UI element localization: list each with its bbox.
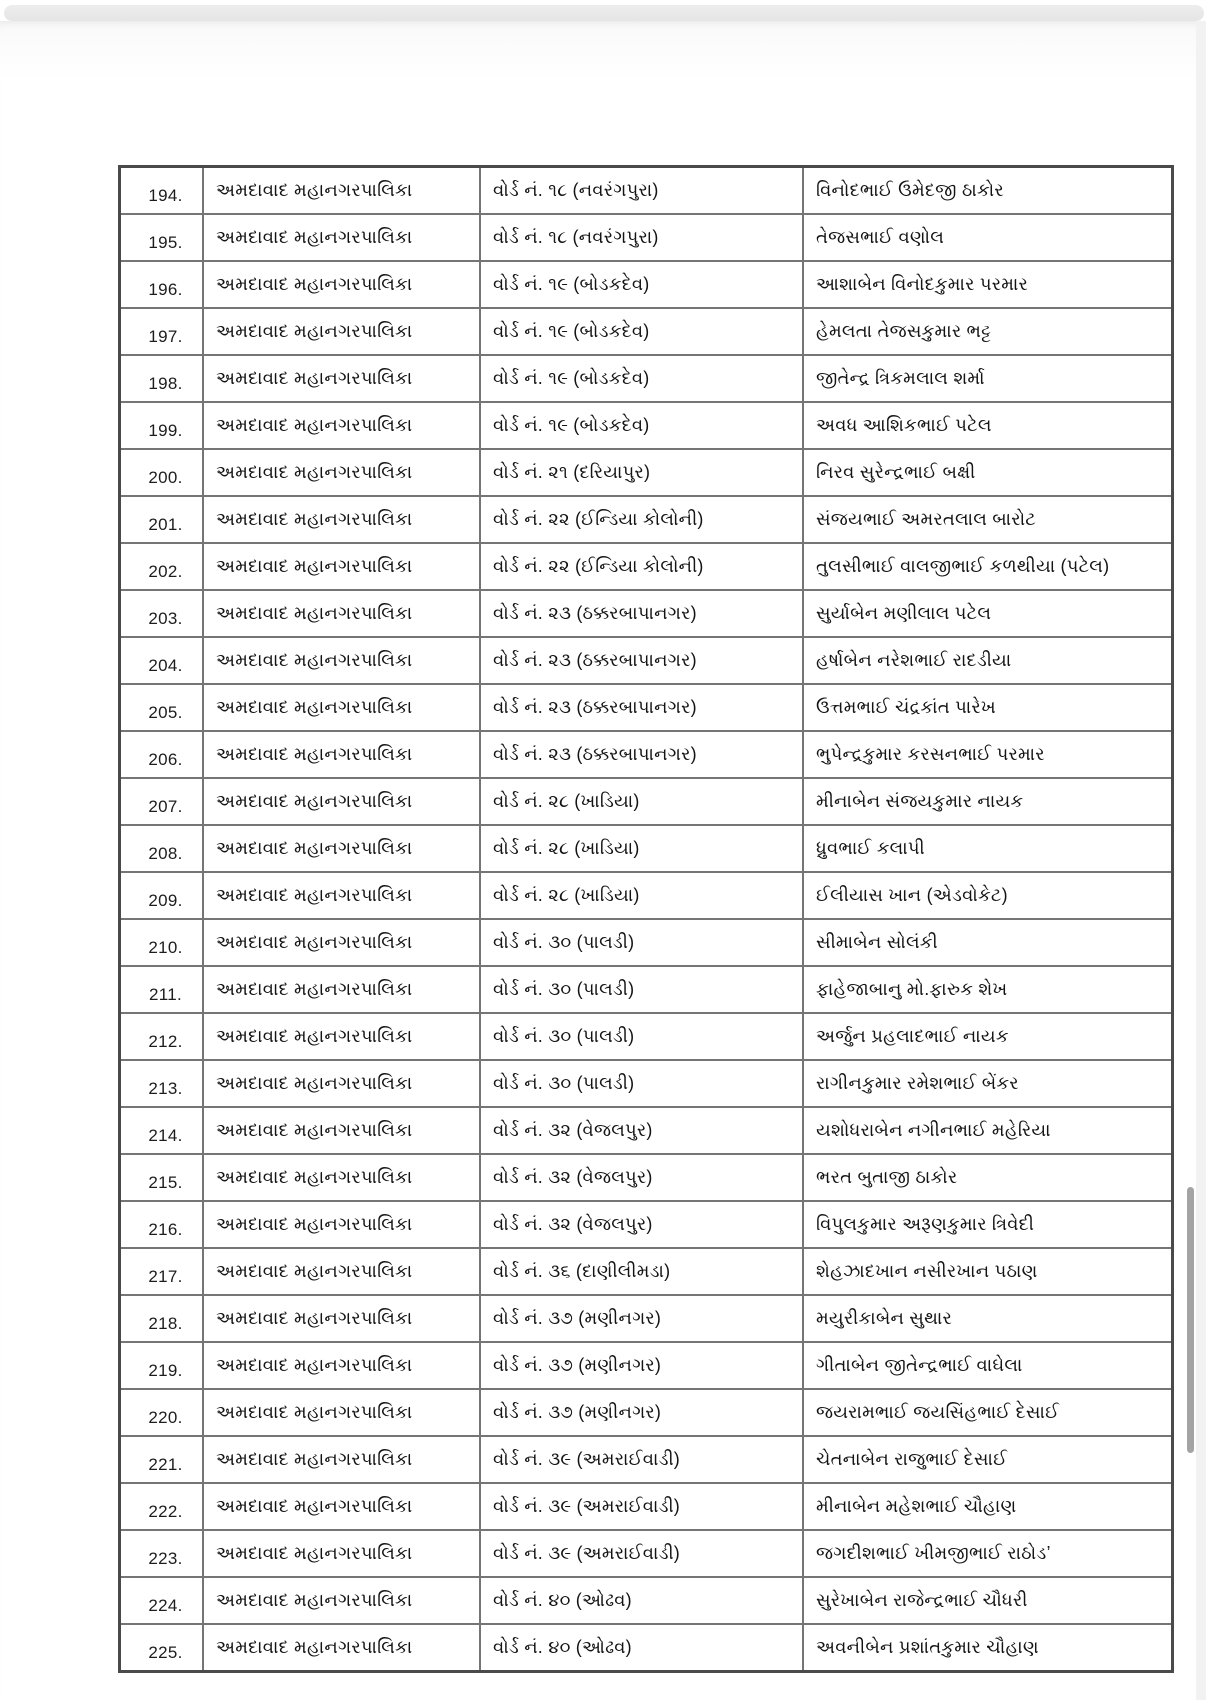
table-row: [120, 1154, 1173, 1201]
serial-number: 194.: [148, 185, 183, 205]
candidate-name-cell: ભુપેન્દ્રકુમાર કરસનભાઈ પરમાર: [803, 731, 1173, 778]
candidate-name-cell: શેહઝાદખાન નસીરખાન પઠાણ: [803, 1248, 1173, 1295]
ward-cell: વોર્ડ નં. ૩૬ (દાણીલીમડા): [480, 1248, 803, 1295]
serial-number: 196.: [148, 279, 183, 299]
ward-cell: વોર્ડ નં. ૩૦ (પાલડી): [480, 966, 803, 1013]
serial-number: 221.: [148, 1454, 183, 1474]
candidate-name-cell: તુલસીભાઈ વાલજીભાઈ કળથીયા (પટેલ): [803, 543, 1173, 590]
serial-cell: [120, 1295, 204, 1342]
ward-cell: વોર્ડ નં. ૧૯ (બોડકદેવ): [480, 308, 803, 355]
table-row: [120, 1060, 1173, 1107]
ward-cell: વોર્ડ નં. ૪૦ (ઓઢવ): [480, 1577, 803, 1624]
table-row: [120, 1013, 1173, 1060]
candidate-name-cell: અવનીબેન પ્રશાંતકુમાર ચૌહાણ: [803, 1624, 1173, 1672]
serial-cell: [120, 449, 204, 496]
ward-cell: વોર્ડ નં. ૨૩ (ઠક્કરબાપાનગર): [480, 590, 803, 637]
table-row: [120, 496, 1173, 543]
organization-cell: અમદાવાદ મહાનગરપાલિકા: [203, 1530, 480, 1577]
ward-cell: વોર્ડ નં. ૩૭ (મણીનગર): [480, 1389, 803, 1436]
serial-cell: [120, 1107, 204, 1154]
ward-cell: વોર્ડ નં. ૨૨ (ઈન્ડિયા કોલોની): [480, 496, 803, 543]
scanned-document-page: [0, 21, 1196, 1700]
serial-cell: [120, 778, 204, 825]
table-row: [120, 684, 1173, 731]
serial-number: 225.: [148, 1642, 183, 1662]
ward-cell: વોર્ડ નં. ૩૦ (પાલડી): [480, 919, 803, 966]
serial-number: 212.: [148, 1031, 183, 1051]
serial-cell: [120, 355, 204, 402]
organization-cell: અમદાવાદ મહાનગરપાલિકા: [203, 308, 480, 355]
candidate-name-cell: ઉત્તમભાઈ ચંદ્રકાંત પારેખ: [803, 684, 1173, 731]
candidate-name-cell: સીમાબેન સોલંકી: [803, 919, 1173, 966]
organization-cell: અમદાવાદ મહાનગરપાલિકા: [203, 214, 480, 261]
scrollbar-track[interactable]: [1196, 21, 1206, 1700]
serial-cell: [120, 1389, 204, 1436]
serial-cell: [120, 966, 204, 1013]
serial-cell: [120, 731, 204, 778]
viewer-top-band: [4, 5, 1204, 21]
table-row: [120, 1624, 1173, 1672]
ward-cell: વોર્ડ નં. ૩૨ (વેજલપુર): [480, 1201, 803, 1248]
table-row: [120, 590, 1173, 637]
ward-cell: વોર્ડ નં. ૧૯ (બોડકદેવ): [480, 355, 803, 402]
organization-cell: અમદાવાદ મહાનગરપાલિકા: [203, 1389, 480, 1436]
organization-cell: અમદાવાદ મહાનગરપાલિકા: [203, 1483, 480, 1530]
serial-number: 195.: [148, 232, 183, 252]
organization-cell: અમદાવાદ મહાનગરપાલિકા: [203, 1577, 480, 1624]
table-row: [120, 261, 1173, 308]
candidate-name-cell: ફાહેજાબાનુ મો.ફારુક શેખ: [803, 966, 1173, 1013]
ward-cell: વોર્ડ નં. ૩૯ (અમરાઈવાડી): [480, 1483, 803, 1530]
serial-number: 202.: [148, 561, 183, 581]
organization-cell: અમદાવાદ મહાનગરપાલિકા: [203, 496, 480, 543]
serial-cell: [120, 1201, 204, 1248]
serial-cell: [120, 637, 204, 684]
serial-number: 223.: [148, 1548, 183, 1568]
candidate-name-cell: હેમલતા તેજસકુમાર ભટ્ટ: [803, 308, 1173, 355]
candidate-name-cell: રાગીનકુમાર રમેશભાઈ બેંકર: [803, 1060, 1173, 1107]
serial-number: 210.: [148, 937, 183, 957]
ward-cell: વોર્ડ નં. ૨૨ (ઈન્ડિયા કોલોની): [480, 543, 803, 590]
serial-number: 222.: [148, 1501, 183, 1521]
table-row: [120, 449, 1173, 496]
organization-cell: અમદાવાદ મહાનગરપાલિકા: [203, 167, 480, 215]
candidate-name-cell: યશોધરાબેન નગીનભાઈ મહેરિયા: [803, 1107, 1173, 1154]
candidate-name-cell: મીનાબેન મહેશભાઈ ચૌહાણ: [803, 1483, 1173, 1530]
scrollbar-thumb[interactable]: [1187, 1187, 1194, 1453]
table-row: [120, 1201, 1173, 1248]
ward-cell: વોર્ડ નં. ૨૧ (દરિયાપુર): [480, 449, 803, 496]
table-row: [120, 1248, 1173, 1295]
serial-cell: [120, 1624, 204, 1672]
candidate-name-cell: મયુરીકાબેન સુથાર: [803, 1295, 1173, 1342]
organization-cell: અમદાવાદ મહાનગરપાલિકા: [203, 1248, 480, 1295]
serial-number: 209.: [148, 890, 183, 910]
table-body: [120, 167, 1173, 1672]
table-row: [120, 966, 1173, 1013]
ward-cell: વોર્ડ નં. ૨૮ (ખાડિયા): [480, 825, 803, 872]
serial-number: 215.: [148, 1172, 183, 1192]
table-row: [120, 637, 1173, 684]
candidate-name-cell: ગીતાબેન જીતેન્દ્રભાઈ વાઘેલા: [803, 1342, 1173, 1389]
candidate-name-cell: ચેતનાબેન રાજુભાઈ દેસાઈ: [803, 1436, 1173, 1483]
candidate-name-cell: સુર્યાબેન મણીલાલ પટેલ: [803, 590, 1173, 637]
serial-number: 199.: [148, 420, 183, 440]
candidate-name-cell: વિનોદભાઈ ઉમેદજી ઠાકોર: [803, 167, 1173, 215]
organization-cell: અમદાવાદ મહાનગરપાલિકા: [203, 731, 480, 778]
table-row: [120, 919, 1173, 966]
serial-number: 200.: [148, 467, 183, 487]
candidate-name-cell: ઈલીયાસ ખાન (એડવોકેટ): [803, 872, 1173, 919]
serial-cell: [120, 825, 204, 872]
ward-cell: વોર્ડ નં. ૧૮ (નવરંગપુરા): [480, 167, 803, 215]
organization-cell: અમદાવાદ મહાનગરપાલિકા: [203, 1201, 480, 1248]
serial-number: 220.: [148, 1407, 183, 1427]
candidate-name-cell: આશાબેન વિનોદકુમાર પરમાર: [803, 261, 1173, 308]
table-row: [120, 1342, 1173, 1389]
organization-cell: અમદાવાદ મહાનગરપાલિકા: [203, 1013, 480, 1060]
serial-cell: [120, 167, 204, 215]
serial-number: 213.: [148, 1078, 183, 1098]
candidate-name-cell: વિપુલકુમાર અરૂણકુમાર ત્રિવેદી: [803, 1201, 1173, 1248]
serial-cell: [120, 214, 204, 261]
candidate-name-cell: નિરવ સુરેન્દ્રભાઈ બક્ષી: [803, 449, 1173, 496]
ward-cell: વોર્ડ નં. ૩૯ (અમરાઈવાડી): [480, 1436, 803, 1483]
table-row: [120, 543, 1173, 590]
ward-cell: વોર્ડ નં. ૨૩ (ઠક્કરબાપાનગર): [480, 684, 803, 731]
serial-number: 207.: [148, 796, 183, 816]
candidate-name-cell: સંજયભાઈ અમરતલાલ બારોટ: [803, 496, 1173, 543]
serial-cell: [120, 1577, 204, 1624]
organization-cell: અમદાવાદ મહાનગરપાલિકા: [203, 778, 480, 825]
ward-cell: વોર્ડ નં. ૧૯ (બોડકદેવ): [480, 261, 803, 308]
ward-cell: વોર્ડ નં. ૩૦ (પાલડી): [480, 1060, 803, 1107]
candidate-name-cell: ધ્રુવભાઈ કલાપી: [803, 825, 1173, 872]
table-row: [120, 355, 1173, 402]
organization-cell: અમદાવાદ મહાનગરપાલિકા: [203, 355, 480, 402]
serial-number: 203.: [148, 608, 183, 628]
candidate-name-cell: ભરત બુતાજી ઠાકોર: [803, 1154, 1173, 1201]
organization-cell: અમદાવાદ મહાનગરપાલિકા: [203, 1342, 480, 1389]
table-row: [120, 825, 1173, 872]
table-row: [120, 1389, 1173, 1436]
serial-cell: [120, 590, 204, 637]
table-row: [120, 872, 1173, 919]
serial-cell: [120, 872, 204, 919]
ward-cell: વોર્ડ નં. ૩૦ (પાલડી): [480, 1013, 803, 1060]
serial-number: 218.: [148, 1313, 183, 1333]
table-row: [120, 778, 1173, 825]
serial-number: 216.: [148, 1219, 183, 1239]
serial-number: 205.: [148, 702, 183, 722]
organization-cell: અમદાવાદ મહાનગરપાલિકા: [203, 684, 480, 731]
serial-number: 224.: [148, 1595, 183, 1615]
candidate-name-cell: જયરામભાઈ જયસિંહભાઈ દેસાઈ: [803, 1389, 1173, 1436]
organization-cell: અમદાવાદ મહાનગરપાલિકા: [203, 919, 480, 966]
serial-number: 214.: [148, 1125, 183, 1145]
serial-cell: [120, 919, 204, 966]
organization-cell: અમદાવાદ મહાનગરપાલિકા: [203, 1107, 480, 1154]
serial-cell: [120, 308, 204, 355]
serial-cell: [120, 1013, 204, 1060]
ward-cell: વોર્ડ નં. ૩૨ (વેજલપુર): [480, 1154, 803, 1201]
organization-cell: અમદાવાદ મહાનગરપાલિકા: [203, 402, 480, 449]
serial-cell: [120, 1154, 204, 1201]
organization-cell: અમદાવાદ મહાનગરપાલિકા: [203, 1624, 480, 1672]
organization-cell: અમદાવાદ મહાનગરપાલિકા: [203, 1436, 480, 1483]
serial-cell: [120, 1342, 204, 1389]
serial-cell: [120, 402, 204, 449]
ward-cell: વોર્ડ નં. ૨૩ (ઠક્કરબાપાનગર): [480, 637, 803, 684]
serial-cell: [120, 1248, 204, 1295]
organization-cell: અમદાવાદ મહાનગરપાલિકા: [203, 966, 480, 1013]
candidate-name-cell: અવધ આશિકભાઈ પટેલ: [803, 402, 1173, 449]
ward-cell: વોર્ડ નં. ૧૯ (બોડકદેવ): [480, 402, 803, 449]
organization-cell: અમદાવાદ મહાનગરપાલિકા: [203, 1060, 480, 1107]
serial-number: 217.: [148, 1266, 183, 1286]
serial-cell: [120, 684, 204, 731]
ward-cell: વોર્ડ નં. ૧૮ (નવરંગપુરા): [480, 214, 803, 261]
serial-number: 219.: [148, 1360, 183, 1380]
serial-number: 208.: [148, 843, 183, 863]
serial-number: 211.: [148, 984, 183, 1004]
serial-cell: [120, 1530, 204, 1577]
serial-number: 198.: [148, 373, 183, 393]
candidate-name-cell: હર્ષાબેન નરેશભાઈ રાદડીયા: [803, 637, 1173, 684]
ward-cell: વોર્ડ નં. ૪૦ (ઓઢવ): [480, 1624, 803, 1672]
ward-cell: વોર્ડ નં. ૩૭ (મણીનગર): [480, 1295, 803, 1342]
serial-cell: [120, 1436, 204, 1483]
table-row: [120, 308, 1173, 355]
table-row: [120, 214, 1173, 261]
candidate-name-cell: સુરેખાબેન રાજેન્દ્રભાઈ ચૌધરી: [803, 1577, 1173, 1624]
table-row: [120, 1295, 1173, 1342]
serial-number: 197.: [148, 326, 183, 346]
candidates-table: [118, 165, 1174, 1673]
ward-cell: વોર્ડ નં. ૨૩ (ઠક્કરબાપાનગર): [480, 731, 803, 778]
candidate-name-cell: અર્જુન પ્રહલાદભાઈ નાયક: [803, 1013, 1173, 1060]
serial-cell: [120, 261, 204, 308]
organization-cell: અમદાવાદ મહાનગરપાલિકા: [203, 543, 480, 590]
candidate-name-cell: મીનાબેન સંજયકુમાર નાયક: [803, 778, 1173, 825]
table-row: [120, 167, 1173, 215]
organization-cell: અમદાવાદ મહાનગરપાલિકા: [203, 872, 480, 919]
candidate-name-cell: જીતેન્દ્ર ત્રિકમલાલ શર્મા: [803, 355, 1173, 402]
table-row: [120, 1483, 1173, 1530]
table-row: [120, 731, 1173, 778]
candidate-name-cell: તેજસભાઈ વણોલ: [803, 214, 1173, 261]
ward-cell: વોર્ડ નં. ૩૨ (વેજલપુર): [480, 1107, 803, 1154]
table-row: [120, 1436, 1173, 1483]
ward-cell: વોર્ડ નં. ૨૮ (ખાડિયા): [480, 872, 803, 919]
table-row: [120, 402, 1173, 449]
serial-number: 206.: [148, 749, 183, 769]
table-row: [120, 1577, 1173, 1624]
organization-cell: અમદાવાદ મહાનગરપાલિકા: [203, 590, 480, 637]
organization-cell: અમદાવાદ મહાનગરપાલિકા: [203, 637, 480, 684]
ward-cell: વોર્ડ નં. ૩૭ (મણીનગર): [480, 1342, 803, 1389]
candidate-name-cell: જગદીશભાઈ ખીમજીભાઈ રાઠોડ’: [803, 1530, 1173, 1577]
serial-cell: [120, 1060, 204, 1107]
table-row: [120, 1107, 1173, 1154]
serial-number: 204.: [148, 655, 183, 675]
organization-cell: અમદાવાદ મહાનગરપાલિકા: [203, 1295, 480, 1342]
serial-number: 201.: [148, 514, 183, 534]
serial-cell: [120, 496, 204, 543]
ward-cell: વોર્ડ નં. ૩૯ (અમરાઈવાડી): [480, 1530, 803, 1577]
organization-cell: અમદાવાદ મહાનગરપાલિકા: [203, 825, 480, 872]
organization-cell: અમદાવાદ મહાનગરપાલિકા: [203, 261, 480, 308]
table-row: [120, 1530, 1173, 1577]
organization-cell: અમદાવાદ મહાનગરપાલિકા: [203, 449, 480, 496]
organization-cell: અમદાવાદ મહાનગરપાલિકા: [203, 1154, 480, 1201]
ward-cell: વોર્ડ નં. ૨૮ (ખાડિયા): [480, 778, 803, 825]
serial-cell: [120, 1483, 204, 1530]
serial-cell: [120, 543, 204, 590]
